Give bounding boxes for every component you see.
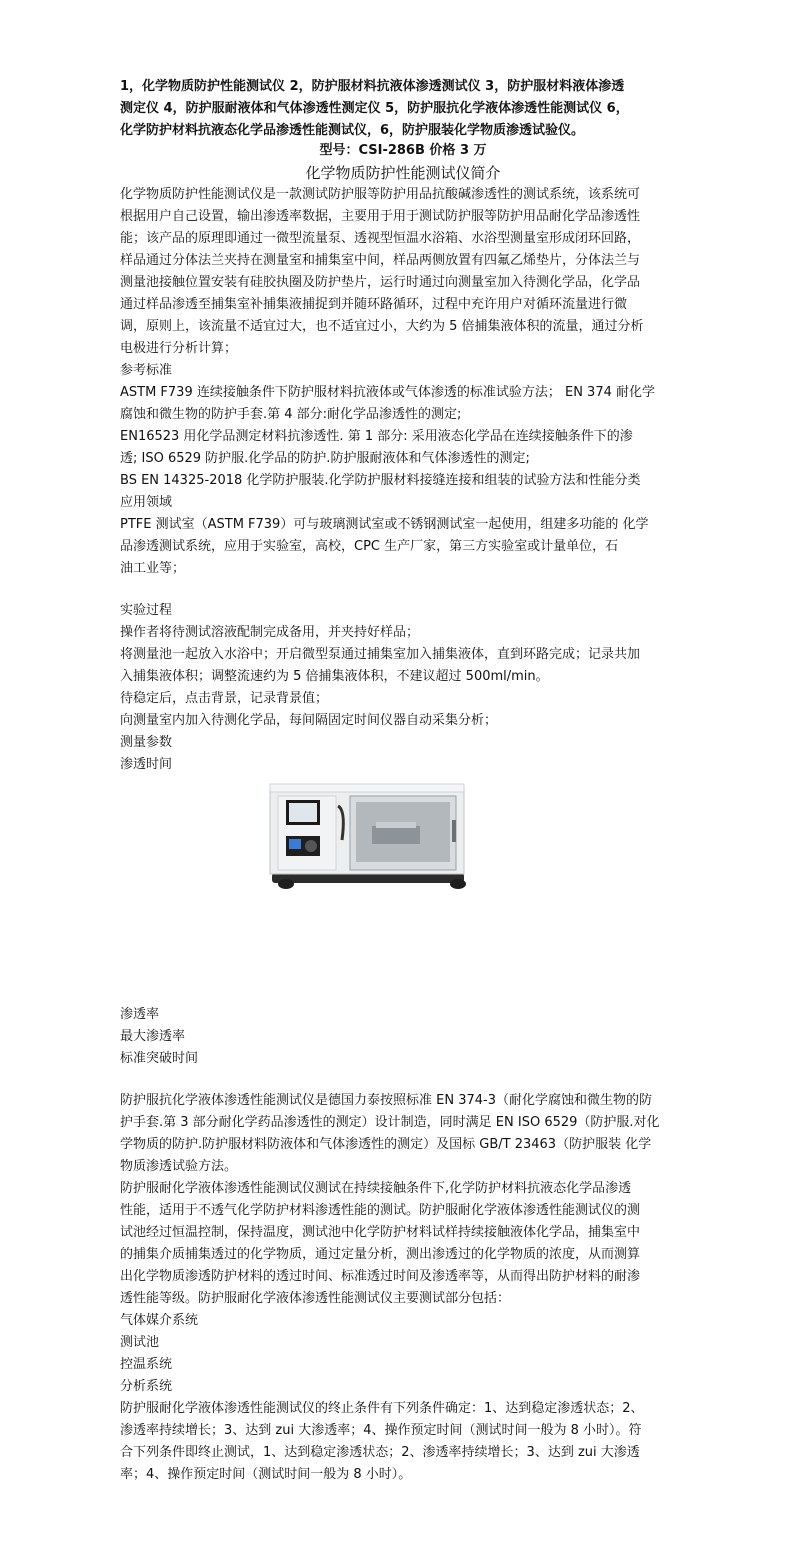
- param-item: 最大渗透率: [120, 1029, 186, 1044]
- text-line: ASTM F739 连续接触条件下防护服材料抗液体或气体渗透的标准试验方法； EN 374 耐化学: [120, 385, 656, 400]
- text-line: 化学物质防护性能测试仪是一款测试防护服等防护用品抗酸碱渗透性的测试系统，该系统可: [120, 187, 641, 202]
- text-line: 油工业等；: [120, 561, 186, 576]
- text-line: 性能，适用于不透气化学防护材料渗透性能的测试。防护服耐化学液体渗透性能测试仪的测: [120, 1203, 641, 1218]
- text-line: 透; ISO 6529 防护服.化学品的防护.防护服耐液体和气体渗透性的测定;: [120, 451, 530, 466]
- text-line: 测量池接触位置安装有硅胶执圈及防护垫片，运行时通过向测量室加入待测化学品，化学品: [120, 275, 641, 290]
- instrument-photo: [262, 770, 472, 895]
- standards-section: [120, 360, 686, 492]
- text-line: 向测量室内加入待测化学品，每间隔固定时间仪器自动采集分析；: [120, 713, 498, 728]
- section-heading: 测量参数: [120, 735, 173, 750]
- text-line: 将测量池一起放入水浴中；开启微型泵通过捕集室加入捕集液体，直到环路完成；记录共加: [120, 647, 641, 662]
- text-line: PTFE 测试室（ASTM F739）可与玻璃测试室或不锈钢测试室一起使用，组建多功能的 化学: [120, 517, 649, 532]
- param-item: 标准突破时间: [120, 1051, 199, 1066]
- text-line: 腐蚀和微生物的防护手套.第 4 部分:耐化学品渗透性的测定;: [120, 407, 462, 422]
- text-line: 透性能等级。防护服耐化学液体渗透性能测试仪主要测试部分包括：: [120, 1291, 511, 1306]
- text-line: 通过样品渗透至捕集室补捕集液捕捉到并随环路循环，过程中充许用户对循环流量进行微: [120, 297, 628, 312]
- text-line: 物质渗透试验方法。: [120, 1159, 238, 1174]
- screen-display: [289, 803, 317, 822]
- termination-paragraph: [120, 1398, 686, 1486]
- text-line: 能；该产品的原理即通过一微型流量泵、透视型恒温水浴箱、水浴型测量室形成闭环回路，: [120, 231, 641, 246]
- text-line: 入捕集液体积；调整流速约为 5 倍捕集液体积，不建议超过 500ml/min。: [120, 669, 549, 684]
- text-line: 操作者将待测试溶液配制完成备用，并夹持好样品；: [120, 625, 420, 640]
- text-line: 样品通过分体法兰夹持在测量室和捕集室中间，样品两侧放置有四氟乙烯垫片，分体法兰与: [120, 253, 641, 268]
- test-cell-rack: [372, 826, 420, 844]
- page-title: 化学物质防护性能测试仪简介: [305, 164, 501, 182]
- intro-paragraph: [120, 184, 686, 360]
- text-line: 率；4、操作预定时间（测试时间一般为 8 小时）。: [120, 1467, 412, 1482]
- text-line: EN16523 用化学品测定材料抗渗透性. 第 1 部分: 采用液态化学品在连续接触条件下的渗: [120, 429, 633, 444]
- text-line: 试池经过恒温控制，保持温度，测试池中化学防护材料试样持续接触液体化学品，捕集室中: [120, 1225, 641, 1240]
- section-heading: 实验过程: [120, 603, 173, 618]
- text-line: 出化学物质渗透防护材料的透过时间、标准透过时间及渗透率等，从而得出防护材料的耐渗: [120, 1269, 641, 1284]
- text-line: 渗透率持续增长；3、达到 zui 大渗透率；4、操作预定时间（测试时间一般为 8 小时）。符: [120, 1423, 642, 1438]
- text-line: 电极进行分析计算；: [120, 341, 238, 356]
- text-line: 防护服抗化学液体渗透性能测试仪是德国力泰按照标准 EN 374-3（耐化学腐蚀和微生物的防: [120, 1093, 652, 1108]
- product-list: [120, 76, 686, 142]
- text-line: 学物质的防护.防护服材料防液体和气体渗透性的测定）及国标 GB/T 23463（防护服装 化学: [120, 1137, 652, 1152]
- component-item: 控温系统: [120, 1357, 173, 1372]
- product-list-line: 1，化学物质防护性能测试仪 2，防护服材料抗液体渗透测试仪 3，防护服材料液体渗透: [120, 79, 625, 94]
- door-handle: [452, 820, 456, 842]
- section-heading: 应用领域: [120, 495, 173, 510]
- procedure-section: [120, 600, 686, 776]
- text-line: 合下列条件即终止测试，1、达到稳定渗透状态；2、渗透率持续增长；3、达到 zui 大渗透: [120, 1445, 640, 1460]
- text-line: 调，原则上，该流量不适宜过大，也不适宜过小，大约为 5 倍捕集液体积的流量，通过分析: [120, 319, 644, 334]
- instrument-foot: [450, 879, 466, 889]
- instrument-top: [270, 784, 464, 792]
- instrument-foot: [278, 879, 294, 889]
- application-section: [120, 492, 686, 580]
- component-item: 分析系统: [120, 1379, 173, 1394]
- component-item: 测试池: [120, 1335, 160, 1350]
- product-list-line: 化学防护材料抗液态化学品渗透性能测试仪，6，防护服装化学物质渗透试验仪。: [120, 123, 585, 138]
- text-line: 护手套.第 3 部分耐化学药品渗透性的测定）设计制造，同时满足 EN ISO 6529（防护服.对化: [120, 1115, 660, 1130]
- section-heading: 参考标准: [120, 363, 173, 378]
- text-line: 防护服耐化学液体渗透性能测试仪测试在持续接触条件下,化学防护材料抗液态化学品渗透: [120, 1181, 632, 1196]
- params-list: [120, 1004, 686, 1070]
- component-item: 气体媒介系统: [120, 1313, 199, 1328]
- product-list-line: 测定仪 4，防护服耐液体和气体渗透性测定仪 5，防护服抗化学液体渗透性能测试仪 6，: [120, 101, 629, 116]
- text-line: 待稳定后，点击背景，记录背景值；: [120, 691, 329, 706]
- text-line: BS EN 14325-2018 化学防护服装.化学防护服材料接缝连接和组装的试验方法和性能分类: [120, 473, 641, 488]
- param-item: 渗透率: [120, 1007, 160, 1022]
- pump-display: [289, 839, 301, 849]
- text-line: 防护服耐化学液体渗透性能测试仪的终止条件有下列条件确定：1、达到稳定渗透状态；2、: [120, 1401, 644, 1416]
- param-item: 渗透时间: [120, 757, 173, 772]
- components-list: [120, 1310, 686, 1398]
- description-paragraph: [120, 1090, 686, 1310]
- text-line: 品渗透测试系统，应用于实验室，高校，CPC 生产厂家，第三方实验室或计量单位，石: [120, 539, 619, 554]
- test-cell: [376, 822, 416, 828]
- text-line: 根据用户自己设置，输出渗透率数据，主要用于用于测试防护服等防护用品耐化学品渗透性: [120, 209, 641, 224]
- model-price: 型号：CSI-286B 价格 3 万: [319, 143, 487, 158]
- pump-head: [305, 840, 317, 852]
- text-line: 的捕集介质捕集透过的化学物质，通过定量分析，测出渗透过的化学物质的浓度，从而测算: [120, 1247, 641, 1262]
